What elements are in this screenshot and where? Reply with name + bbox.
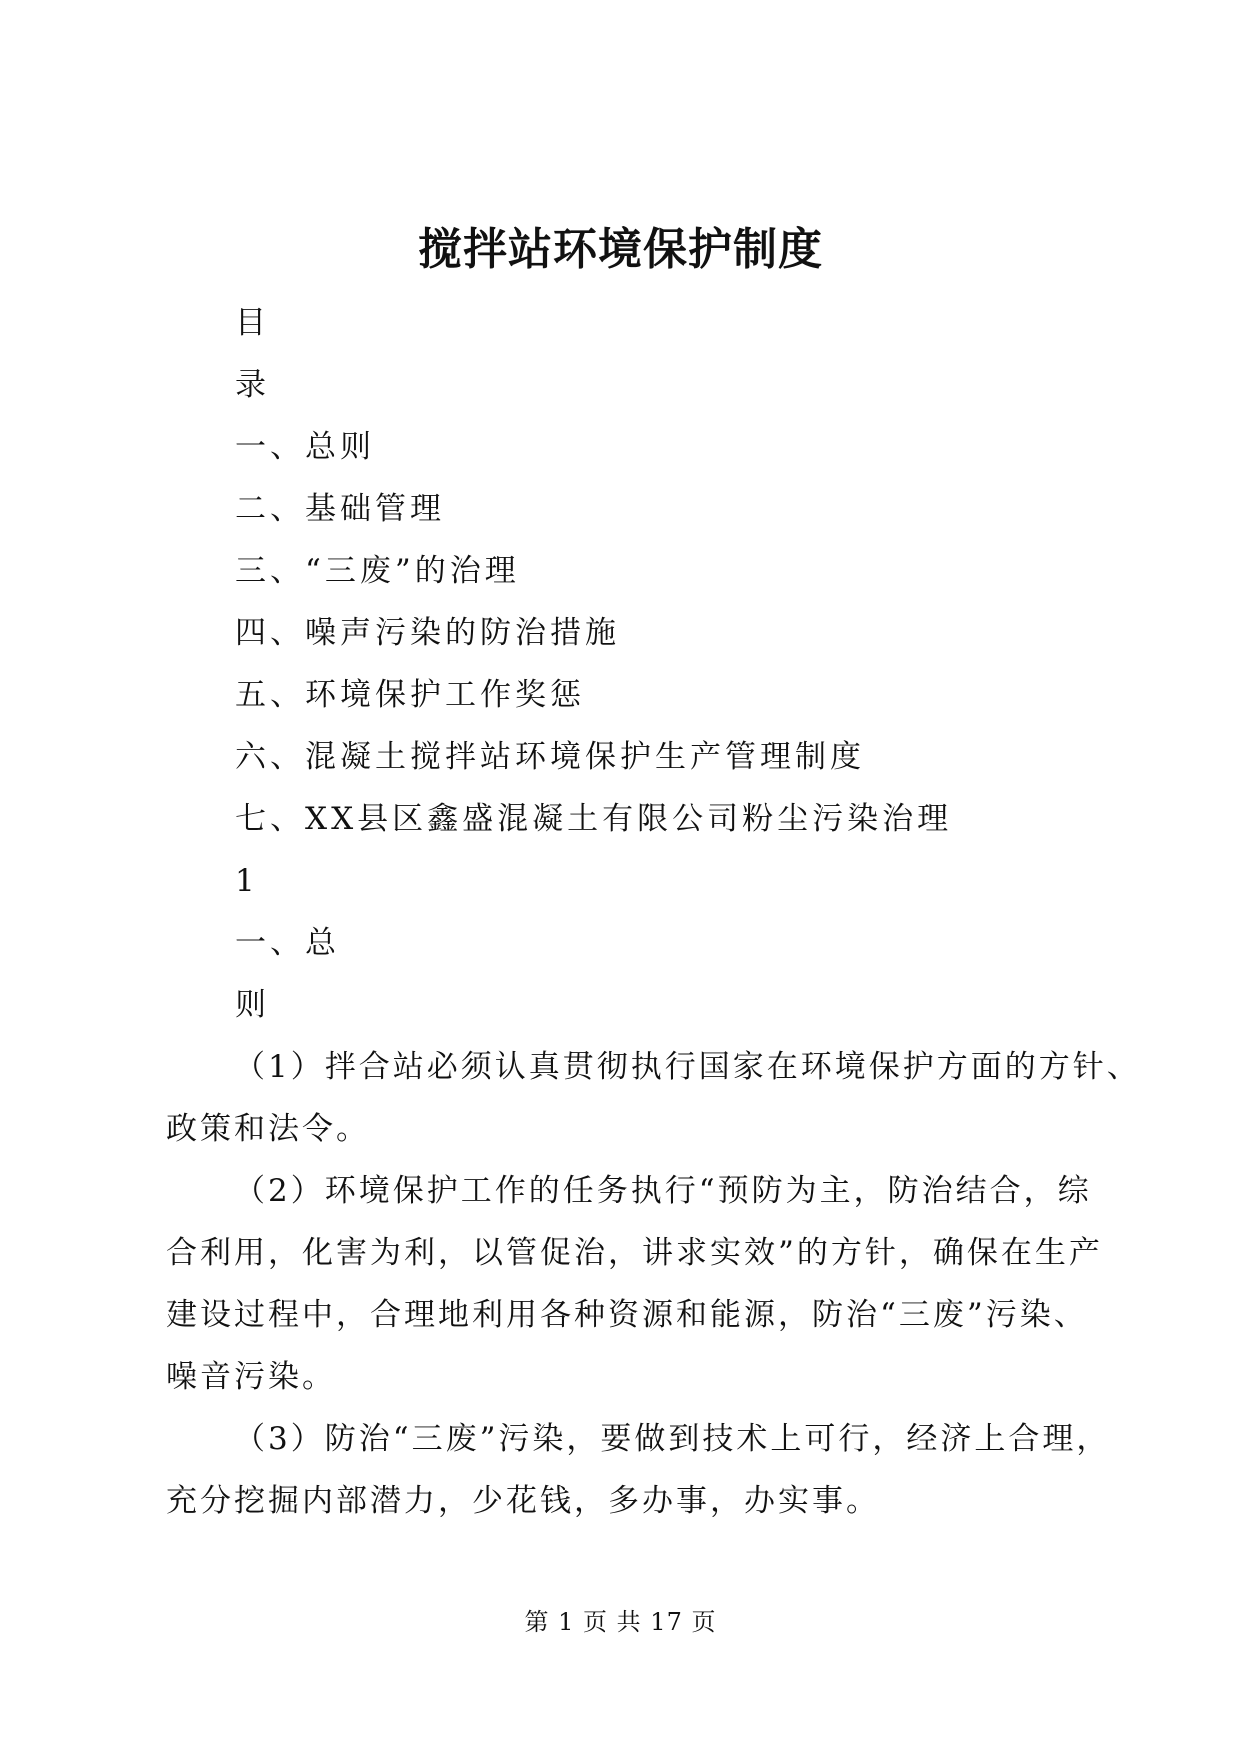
table-of-contents xyxy=(235,292,1115,1036)
paragraph-line: （1）拌合站必须认真贯彻执行国家在环境保护方面的方针、 xyxy=(234,1049,1141,1085)
paragraph-line: （3）防治“三废”污染，要做到技术上可行，经济上合理， xyxy=(234,1421,1111,1457)
paragraph-line: 政策和法令。 xyxy=(166,1111,370,1147)
document-title: 搅拌站环境保护制度 xyxy=(418,224,823,275)
paragraph xyxy=(166,1160,1106,1408)
toc-line: 六、混凝土搅拌站环境保护生产管理制度 xyxy=(235,739,865,775)
paragraph xyxy=(166,1036,1141,1160)
toc-line: 目 xyxy=(235,305,270,341)
body-text xyxy=(166,1036,1141,1532)
paragraph-line: 合利用，化害为利，以管促治，讲求实效”的方针，确保在生产 xyxy=(166,1235,1103,1271)
paragraph-line: （2）环境保护工作的任务执行“预防为主，防治结合，综 xyxy=(234,1173,1092,1209)
toc-line: 则 xyxy=(235,987,270,1023)
toc-line: 1 xyxy=(235,863,259,899)
toc-line: 七、XX县区鑫盛混凝土有限公司粉尘污染治理 xyxy=(235,801,953,837)
toc-line: 三、“三废”的治理 xyxy=(235,553,520,589)
toc-line: 一、总 xyxy=(235,925,340,961)
toc-line: 录 xyxy=(235,367,270,403)
toc-line: 一、总则 xyxy=(235,429,375,465)
paragraph-line: 充分挖掘内部潜力，少花钱，多办事，办实事。 xyxy=(166,1483,880,1519)
paragraph xyxy=(166,1408,1111,1532)
toc-line: 二、基础管理 xyxy=(235,491,445,527)
toc-line: 四、噪声污染的防治措施 xyxy=(235,615,620,651)
paragraph-line: 建设过程中，合理地利用各种资源和能源，防治“三废”污染、 xyxy=(166,1297,1088,1333)
toc-line: 五、环境保护工作奖惩 xyxy=(235,677,585,713)
page-footer: 第 1 页 共 17 页 xyxy=(524,1608,717,1636)
paragraph-line: 噪音污染。 xyxy=(166,1359,336,1395)
